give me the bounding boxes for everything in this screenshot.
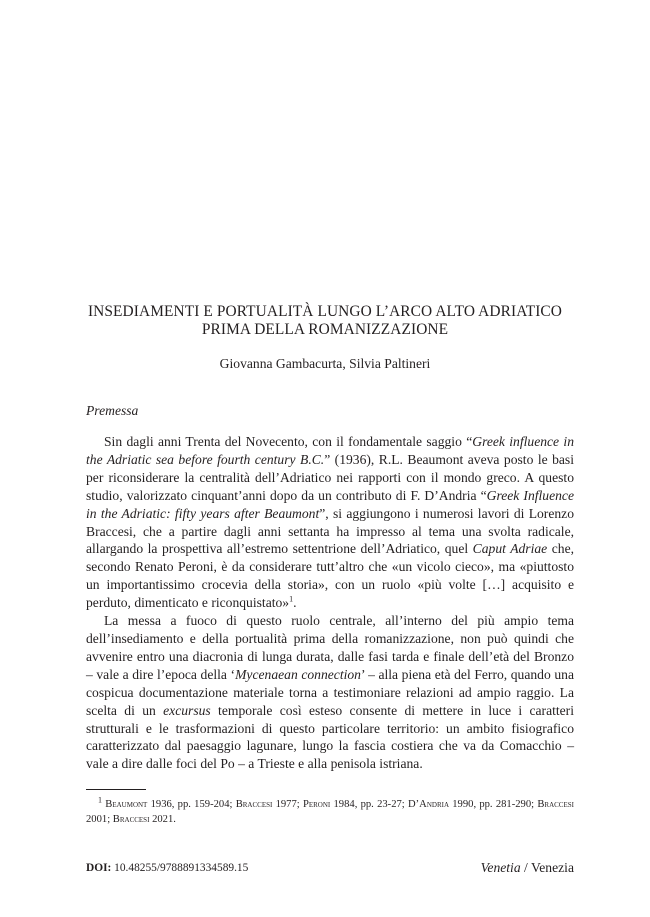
footnote-reference[interactable]: 1 bbox=[289, 594, 294, 604]
p1-text-2: ” (1936), R.L. Beaumont aveva posto le basi per riconsiderare la centralità dell’Adriatico nei rapporti con il mondo greco. A questo studio, valorizzato cinquant’anni dopo da un contributo di F. D’Andria “ bbox=[86, 451, 574, 503]
footnote-number: 1 bbox=[98, 795, 102, 805]
p2-term-mycenaean-connection: Mycenaean connection bbox=[235, 666, 361, 682]
p1-work-title-1: Greek influence in the Adriatic sea before fourth century B.C. bbox=[86, 434, 574, 467]
footnote-ref: 1936, pp. 159-204; bbox=[147, 799, 236, 810]
footnote-divider bbox=[86, 789, 146, 790]
footnote-ref: 1977; bbox=[272, 799, 303, 810]
p1-work-title-2: Greek Influence in the Adriatic: fifty years after Beaumont bbox=[86, 487, 574, 521]
p1-text-4: che, secondo Renato Peroni, è da considerare tutt’altro che «un vicolo cieco», ma «piuttosto un importantissimo crocevia della storia», con un ruolo «più volte […] acquisito e perduto, dimenticato e riconquistato» bbox=[86, 541, 574, 611]
footnote-author: Peroni bbox=[302, 799, 331, 810]
paragraph-2 bbox=[86, 612, 574, 773]
paragraph-1 bbox=[86, 433, 574, 612]
p2-text-2: ’ – alla piena età del Ferro, quando una cospicua documentazione materiale torna a testimoniare relazioni ad ampio raggio. La scelta di un bbox=[86, 666, 574, 718]
section-heading: Premessa bbox=[86, 403, 139, 418]
title-line-1: INSEDIAMENTI E PORTUALITÀ LUNGO L’ARCO ALTO ADRIATICO bbox=[87, 303, 563, 320]
footnote-author: Braccesi bbox=[112, 813, 150, 825]
p1-term-caput-adriae: Caput Adriae bbox=[472, 541, 548, 557]
doi bbox=[86, 862, 248, 874]
body-text bbox=[86, 433, 574, 773]
doi-value[interactable]: 10.48255/9788891334589.15 bbox=[111, 862, 249, 874]
footnote-ref: 1990, pp. 281-290; bbox=[449, 799, 538, 810]
footnote-ref: 2001; bbox=[86, 813, 113, 825]
p2-text-3: temporale così esteso consente di mettere in luce i caratteri strutturali e le trasformazioni di questo particolare territorio: un ambito fisiografico caratterizzato dal paesaggio lagunare, lungo la fascia costiera che va da Comacchio – vale a dire dalle foci del Po – a Trieste e alla penisola istriana. bbox=[86, 702, 574, 772]
footnote-ref: 2021. bbox=[149, 813, 176, 825]
running-footer-journal bbox=[481, 860, 574, 876]
footnote-ref: 1984, pp. 23-27; bbox=[330, 799, 408, 810]
authors: Giovanna Gambacurta, Silvia Paltineri bbox=[219, 356, 431, 371]
title-line-2: PRIMA DELLA ROMANIZZAZIONE bbox=[201, 321, 449, 338]
footnote-author: Beaumont bbox=[105, 799, 148, 810]
p1-text-5: . bbox=[293, 595, 297, 611]
doi-label: DOI: bbox=[86, 862, 112, 874]
footnote-author: D’Andria bbox=[408, 799, 449, 810]
p2-term-excursus: excursus bbox=[163, 702, 211, 718]
footnote-author: Braccesi bbox=[235, 799, 273, 810]
journal-name-italic: Venetia bbox=[480, 860, 521, 875]
p2-text-1: La messa a fuoco di questo ruolo centrale, all’interno del più ampio tema dell’insediamento e della portualità prima della romanizzazione, non può quindi che avvenire entro una diacronia di lunga durata, dalle fasi tarda e finale dell’età del Bronzo – vale a dire l’epoca della ‘ bbox=[86, 613, 574, 682]
journal-name-rest: / Venezia bbox=[520, 860, 574, 875]
article-title bbox=[60, 303, 590, 339]
footnote bbox=[86, 795, 574, 827]
p1-text-1: Sin dagli anni Trenta del Novecento, con il fondamentale saggio “ bbox=[104, 434, 473, 449]
p1-text-3: ”, si aggiungono i numerosi lavori di Lorenzo Braccesi, che a partire dagli anni settanta ha impresso al tema una svolta radicale, allargando la prospettiva all’estremo settentrione dell’Adriatico, quel bbox=[86, 505, 574, 557]
footnote-author: Braccesi bbox=[537, 799, 574, 810]
